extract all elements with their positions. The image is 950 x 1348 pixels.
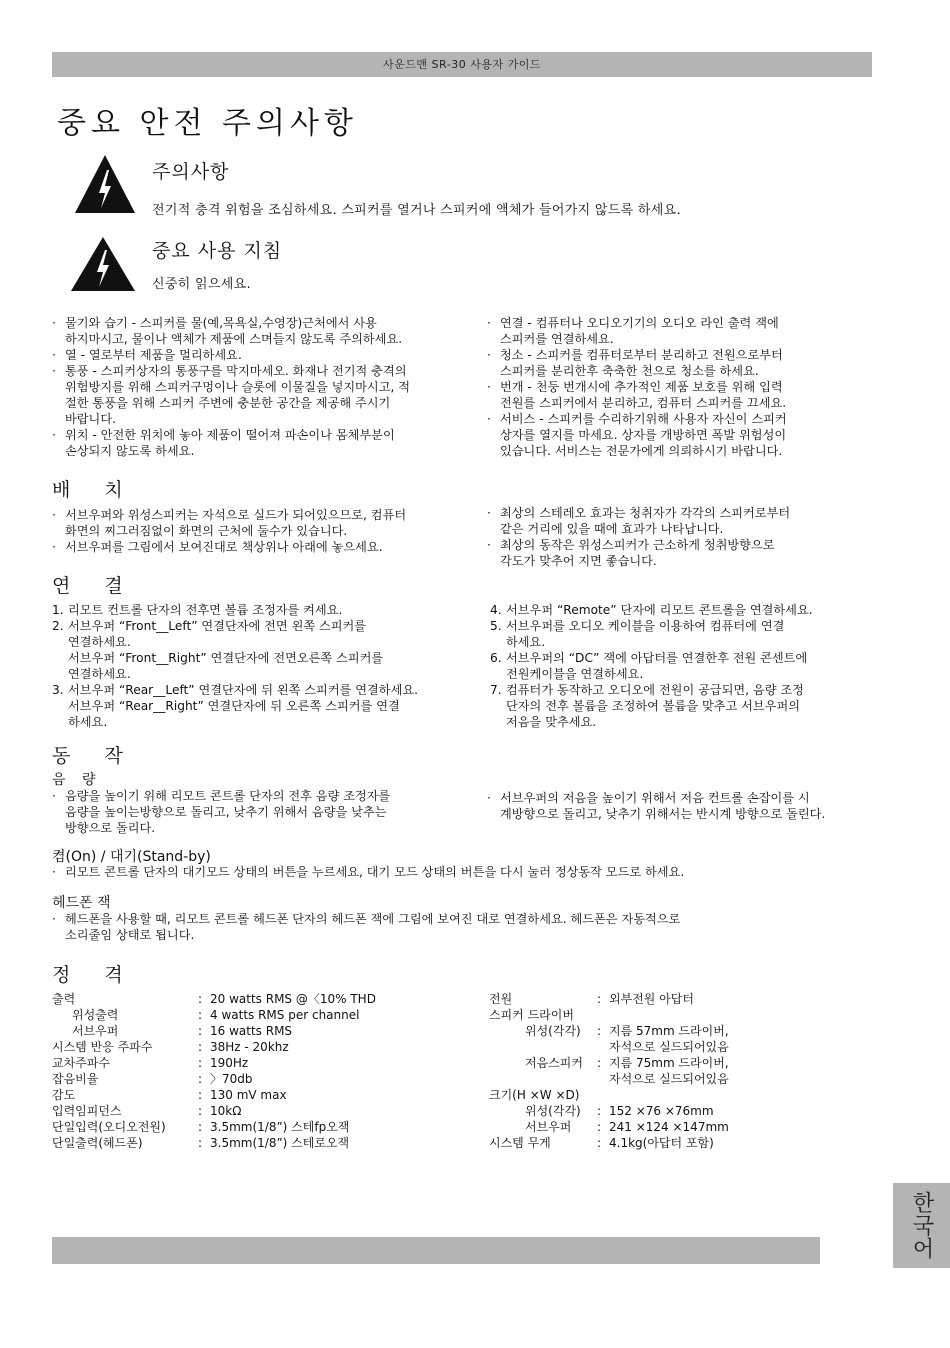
spec-row: 위성(각각) : 152 ×76 ×76mm xyxy=(525,1104,714,1118)
section-title-placement: 배 치 xyxy=(52,479,137,501)
spec-row: 서브우퍼 : 16 watts RMS xyxy=(72,1024,293,1038)
list-item: · 음량을 높이기 위해 리모트 콘트롤 단자의 전후 음량 조정자를 음량을 높이는방향으로 돌리고, 낮추기 위해서 음량을 낮추는 방향으로 돌리다. xyxy=(52,789,391,835)
header-title: 사운드맨 SR-30 사용자 가이드 xyxy=(383,58,541,71)
spec-row: 전원 : 외부전원 아답터 xyxy=(489,992,694,1006)
safety-left-column xyxy=(52,315,482,459)
headphone-title: 헤드폰 잭 xyxy=(52,895,111,911)
spec-row: 위성(각각) : 지름 57mm 드라이버, xyxy=(525,1024,729,1038)
spec-row: 스피커 드라이버 xyxy=(489,1008,574,1022)
list-item: · 리모트 콘트롤 단자의 대기모드 상태의 버튼을 누르세요, 대기 모드 상태의 버튼을 다시 눌러 정상동작 모드로 하세요. xyxy=(52,865,685,879)
list-item: · 최상의 동작은 위성스피커가 근소하게 청취방향으로 각도가 맞추어 지면 좋습니다. xyxy=(487,538,775,568)
high-voltage-warning-icon xyxy=(74,153,136,215)
safety-right-column xyxy=(487,315,887,459)
spec-row: 감도 : 130 mV max xyxy=(52,1088,287,1102)
list-item: · 물기와 습기 - 스피커를 물(예,목욕실,수영장)근처에서 사용 하지마시고, 물이나 액체가 제품에 스며들지 않도록 주의하세요. xyxy=(52,316,403,346)
spec-right-table xyxy=(489,991,889,1151)
list-item: 5. 서브우퍼를 오디오 케이블을 이용하여 컴퓨터에 연결 하세요. xyxy=(490,619,785,649)
connection-left-column xyxy=(52,602,486,730)
power-text xyxy=(52,864,912,880)
spec-row: 단일출력(헤드폰) : 3.5mm(1/8”) 스테로오잭 xyxy=(52,1136,350,1150)
spec-row: 입력임피던스 : 10kΩ xyxy=(52,1104,242,1118)
language-tab xyxy=(893,1183,950,1268)
spec-row: 크기(H ×W ×D) xyxy=(489,1088,580,1102)
spec-row: 저음스피커 : 지름 75mm 드라이버, xyxy=(525,1056,729,1070)
list-item: 4. 서브우퍼 “Remote” 단자에 리모트 콘트롤을 연결하세요. xyxy=(490,603,813,617)
list-item: · 번개 - 천둥 번개시에 추가적인 제품 보호를 위해 입력 전원를 스피커에서 분리하고, 컴퓨터 스피커를 끄세요. xyxy=(487,380,787,410)
spec-row: 자석으로 실드되어있음 xyxy=(609,1040,729,1054)
volume-right-column xyxy=(487,790,887,822)
list-item: · 열 - 열로부터 제품을 멀리하세요. xyxy=(52,348,242,362)
list-item: 6. 서브우퍼의 “DC” 잭에 아답터를 연결한후 전원 콘센트에 전원케이블을 연결하세요. xyxy=(490,651,808,681)
list-item: · 서비스 - 스피커를 수리하기위해 사용자 자신이 스피커 상자를 열지를 마세요. 상자를 개방하면 폭발 위험성이 있습니다. 서비스는 전문가에게 의뢰하시기 바랍니다. xyxy=(487,412,787,458)
spec-row: 자석으로 실드되어있음 xyxy=(609,1072,729,1086)
spec-row: 출력 : 20 watts RMS @〈10% THD xyxy=(52,992,376,1006)
header-bar xyxy=(52,52,872,77)
spec-row: 잡음비율 : 〉70db xyxy=(52,1072,253,1086)
list-item: · 헤드폰을 사용할 때, 리모트 콘트롤 헤드폰 단자의 헤드폰 잭에 그림에 보여진 대로 연결하세요. 헤드폰은 자동적으로 소리줄임 상태로 됩니다. xyxy=(52,912,681,942)
spec-row: 교차주파수 : 190Hz xyxy=(52,1056,249,1070)
spec-row: 단일입력(오디오전원) : 3.5mm(1/8”) 스테fp오잭 xyxy=(52,1120,350,1134)
list-item: · 위치 - 안전한 위치에 놓아 제품이 떨어져 파손이나 몸체부분이 손상되지 않도록 하세요. xyxy=(52,428,395,458)
instruction-text: 신중히 읽으세요. xyxy=(152,277,251,292)
connection-right-column xyxy=(490,602,890,730)
warning-title: 주의사항 xyxy=(152,161,230,183)
headphone-text xyxy=(52,911,912,943)
spec-row: 서브우퍼 : 241 ×124 ×147mm xyxy=(525,1120,729,1134)
section-title-specs: 정 격 xyxy=(52,964,137,986)
page-title: 중요 안전 주의사항 xyxy=(57,106,358,141)
list-item: 3. 서브우퍼 “Rear__Left” 연결단자에 뒤 왼쪽 스피커를 연결하세요. 서브우퍼 “Rear__Right” 연결단자에 뒤 오른쪽 스피커를 연결 하세요. xyxy=(52,683,418,729)
list-item: · 통풍 - 스피커상자의 통풍구를 막지마세오. 화재나 전기적 충격의 위험방지를 위해 스피커구멍이나 슬롯에 이물질을 넣지마시고, 적 절한 통풍을 위해 스피커 주변에 충분한 공간을 제공해 주시기 바랍니다. xyxy=(52,364,410,426)
list-item: 1. 리모트 컨트롤 단자의 전후면 볼륨 조정자를 켜세요. xyxy=(52,603,343,617)
placement-left-column xyxy=(52,507,482,555)
list-item: 7. 컴퓨터가 동작하고 오디오에 전원이 공급되면, 음량 조정 단자의 전후 볼륨을 조정하여 볼륨을 맞추고 서브우퍼의 저음을 맞추세요. xyxy=(490,683,804,729)
section-title-connection: 연 결 xyxy=(52,575,137,597)
language-tab-label: 한국어 xyxy=(909,1191,934,1260)
spec-row: 시스템 무게 : 4.1kg(아답터 포함) xyxy=(489,1136,714,1150)
list-item: · 최상의 스테레오 효과는 청취자가 각각의 스피커로부터 같은 거리에 있을 때에 효과가 나타납니다. xyxy=(487,506,791,536)
list-item: · 서브우퍼와 위성스피커는 자석으로 실드가 되어있으므로, 컴퓨터 화면의 찌그러짐없이 화면의 근처에 둘수가 있습니다. xyxy=(52,508,407,538)
list-item: · 서브우퍼를 그림에서 보여진대로 책상위나 아래에 놓으세요. xyxy=(52,540,383,554)
high-voltage-warning-icon xyxy=(70,235,136,293)
volume-title: 음 량 xyxy=(52,772,102,788)
spec-row: 시스템 반응 주파수 : 38Hz - 20khz xyxy=(52,1040,289,1054)
spec-row: 위성출력 : 4 watts RMS per channel xyxy=(72,1008,360,1022)
warning-text: 전기적 충격 위험을 조심하세요. 스피커를 열거나 스피커에 액체가 들어가지 않드록 하세요. xyxy=(152,203,681,218)
volume-left-column xyxy=(52,788,482,836)
instruction-title: 중요 사용 지침 xyxy=(152,240,283,262)
footer-bar xyxy=(52,1237,820,1264)
spec-left-table xyxy=(52,991,482,1151)
power-title: 켬(On) / 대기(Stand-by) xyxy=(52,849,211,865)
list-item: · 연결 - 컴퓨터나 오디오기기의 오디오 라인 출력 잭에 스피커를 연결하세요. xyxy=(487,316,779,346)
list-item: · 청소 - 스피커를 컴퓨터로부터 분리하고 전원으로부터 스피커를 분리한후 축축한 천으로 청소를 하세요. xyxy=(487,348,783,378)
section-title-operation: 동 작 xyxy=(52,745,137,767)
list-item: 2. 서브우퍼 “Front__Left” 연결단자에 전면 왼쪽 스피커를 연결하세요. 서브우퍼 “Front__Right” 연결단자에 전면오른쪽 스피커를 연결하세요. xyxy=(52,619,384,681)
list-item: · 서브우퍼의 저음을 높이기 위해서 저음 컨트롤 손잡이를 시 계방향으로 돌리고, 낮추기 위해서는 반시계 방향으로 돌린다. xyxy=(487,791,826,821)
placement-right-column xyxy=(487,505,887,569)
